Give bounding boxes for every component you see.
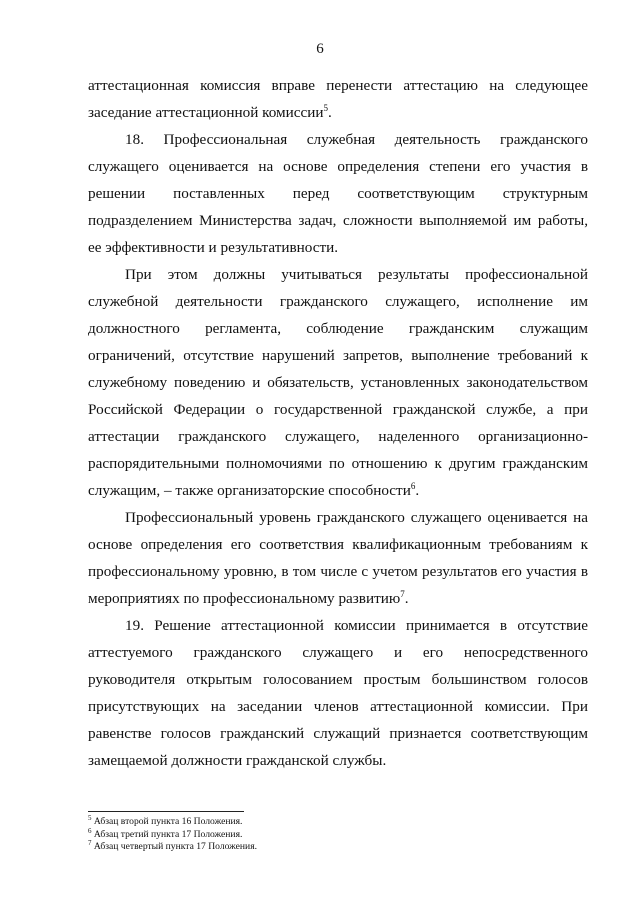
paragraph-professional-level: Профессиональный уровень гражданского служащего оценивается на основе определения его соответствия квалификационным требованиям к профессиональному уровню, в том числе с учетом результатов его участия в мероприятиях по профессиональному развитию$^7$. <box>88 509 588 607</box>
paragraph-text: При этом должны учитываться результаты профессиональной служебной деятельности гражданского служащего, исполнение им должностного регламента, соблюдение гражданским служащим ограничений, отсутствие нарушений запретов, выполнение требований к служебному поведению и обязательств, установленных законодательством Российской Федерации о государственной гражданской службе, а при аттестации гражданского служащего, наделенного организационно-распорядительными полномочиями по отношению к другим гражданским служащим, – также организаторские способности <box>88 266 588 499</box>
footnote-item <box>88 816 588 829</box>
footnote-text: Абзац третий пункта 17 Положения. <box>93 828 243 840</box>
paragraph-evaluation-factors: При этом должны учитываться результаты профессиональной служебной деятельности гражданского служащего, исполнение им должностного регламента, соблюдение гражданским служащим ограничений, отсутствие нарушений запретов, выполнение требований к служебному поведению и обязательств, установленных законодательством Российской Федерации о государственной гражданской службе, а при аттестации гражданского служащего, наделенного организационно-распорядительными полномочиями по отношению к другим гражданским служащим, – также организаторские способности$^6$. <box>88 266 588 499</box>
paragraph-text: Профессиональный уровень гражданского служащего оценивается на основе определения его соответствия квалификационным требованиям к профессиональному уровню, в том числе с учетом результатов его участия в мероприятиях по профессиональному развитию <box>88 509 588 607</box>
page-number: 6 <box>316 41 324 57</box>
paragraph-text: 18. Профессиональная служебная деятельность гражданского служащего оценивается на основе определения степени его участия в решении поставленных перед соответствующим структурным подразделением Министерства задач, сложности выполняемой им работы, ее эффективности и результативности. <box>88 131 588 256</box>
paragraph-text: 19. Решение аттестационной комиссии принимается в отсутствие аттестуемого гражданского служащего и его непосредственного руководителя открытым голосованием простым большинством голосов присутствующих на заседании членов аттестационной комиссии. При равенстве голосов гражданский служащий признается соответствующим замещаемой должности гражданской службы. <box>88 617 588 769</box>
footnote-item <box>88 841 588 854</box>
footnote-mark: 5 <box>88 814 92 822</box>
footnotes <box>88 816 588 854</box>
footnote-ref[interactable]: 7 <box>400 589 405 599</box>
footnote-mark: 6 <box>88 826 92 835</box>
footnote-item <box>88 826 588 842</box>
paragraph-item-18 <box>88 126 588 261</box>
document-body <box>88 72 588 774</box>
paragraph-text: аттестационная комиссия вправе перенести аттестацию на следующее заседание аттестационной комиссии <box>88 77 588 121</box>
footnote-ref[interactable]: 6 <box>410 481 416 491</box>
footnote-mark: 7 <box>88 839 92 847</box>
footnote-divider <box>88 811 244 812</box>
footnote-text: Абзац второй пункта 16 Положения. <box>93 816 243 827</box>
footnote-ref[interactable]: 5 <box>323 103 329 113</box>
footnote-text: Абзац четвертый пункта 17 Положения. <box>93 841 257 852</box>
paragraph-continuation: аттестационная комиссия вправе перенести аттестацию на следующее заседание аттестационной комиссии$^5$. <box>88 77 588 121</box>
paragraph-item-19 <box>88 612 588 774</box>
